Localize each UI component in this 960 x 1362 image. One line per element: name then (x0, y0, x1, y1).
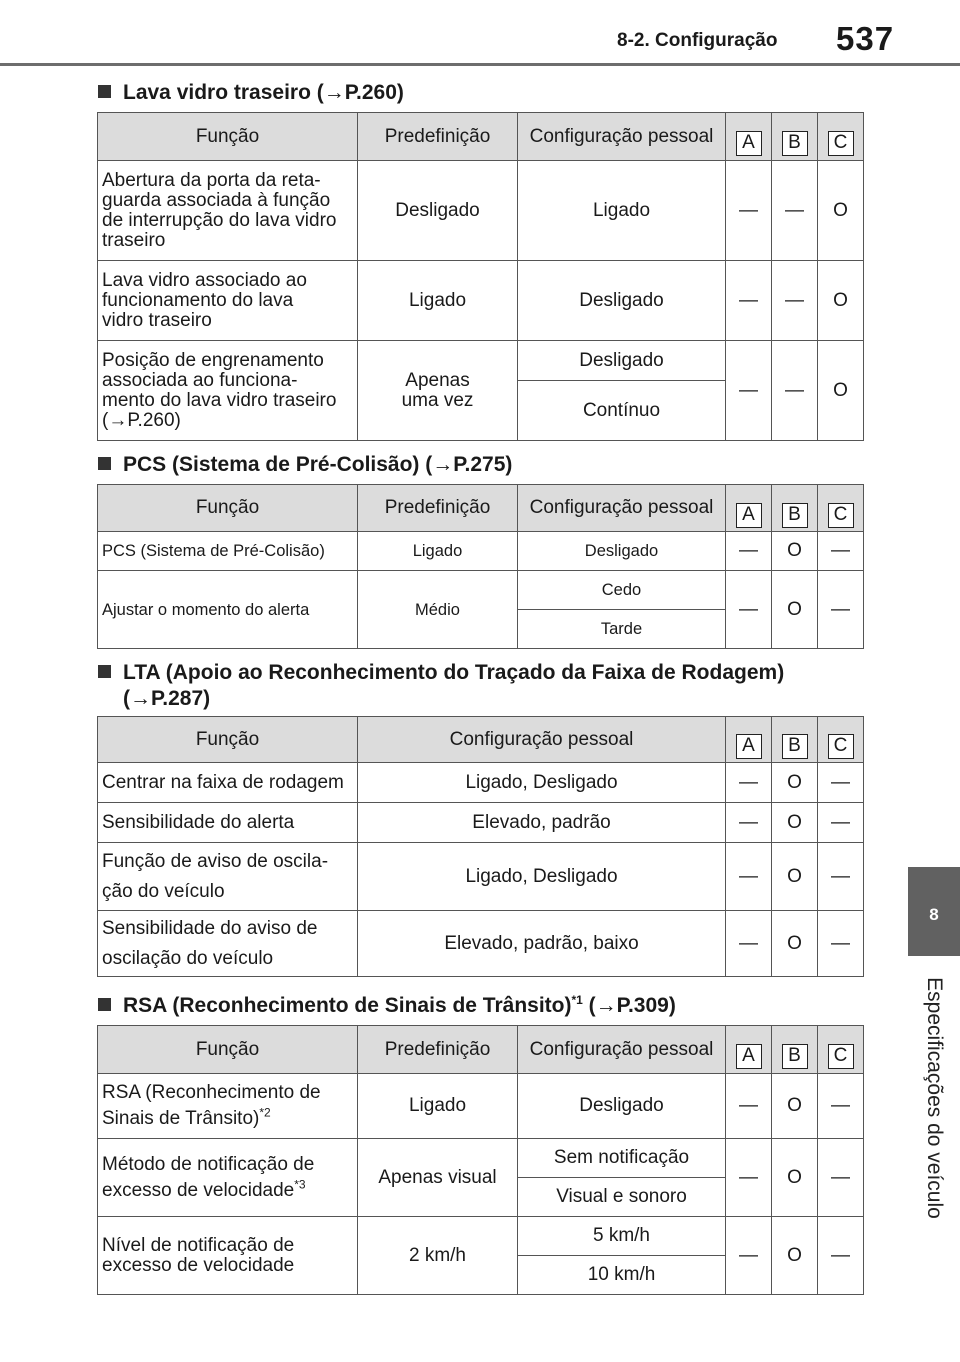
table-row (98, 341, 864, 381)
cell-c: O (818, 341, 864, 441)
section-title-rsa: RSA (Reconhecimento de Sinais de Trânsito)$^{*1}$ (→P.309) (98, 993, 878, 1019)
table-header-row (98, 485, 864, 532)
function-cell: Função de aviso de oscila- ção do veículo (98, 843, 358, 911)
default-cell: Apenas visual (358, 1139, 518, 1217)
function-cell: Ajustar o momento do alerta (98, 571, 358, 649)
function-cell: Sensibilidade do alerta (98, 803, 358, 843)
setting-cell: Ligado, Desligado (358, 843, 726, 911)
col-b-icon: B (782, 131, 808, 156)
cell-c: — (818, 571, 864, 649)
header-divider (0, 63, 960, 66)
col-a-icon: A (736, 1044, 762, 1069)
cell-a: — (726, 261, 772, 341)
cell-b: O (772, 803, 818, 843)
table-row (98, 763, 864, 803)
cell-a: — (726, 532, 772, 571)
col-funcao: Função (98, 113, 358, 161)
square-bullet-icon (98, 665, 111, 678)
cell-b: — (772, 161, 818, 261)
col-funcao: Função (98, 1026, 358, 1074)
cell-c: — (818, 843, 864, 911)
table-lava-vidro (97, 112, 864, 441)
table-header-row (98, 113, 864, 161)
cell-c: — (818, 1074, 864, 1139)
cell-c: O (818, 161, 864, 261)
table-row (98, 843, 864, 911)
setting-cell: Elevado, padrão (358, 803, 726, 843)
cell-a: — (726, 1074, 772, 1139)
col-predefinicao: Predefinição (358, 1026, 518, 1074)
cell-a: — (726, 1217, 772, 1295)
col-funcao: Função (98, 717, 358, 763)
function-cell: RSA (Reconhecimento de Sinais de Trânsito)$^{*2}$ (98, 1074, 358, 1139)
cell-c: — (818, 911, 864, 977)
cell-b: — (772, 341, 818, 441)
setting-cell: Desligado (518, 532, 726, 571)
col-b-icon: B (782, 1044, 808, 1069)
default-cell: Ligado (358, 261, 518, 341)
table-rsa (97, 1025, 864, 1295)
function-cell: Abertura da porta da reta- guarda associada à função de interrupção do lava vidro traseiro (98, 161, 358, 261)
cell-a: — (726, 803, 772, 843)
col-configuracao: Configuração pessoal (518, 1026, 726, 1074)
cell-a: — (726, 341, 772, 441)
cell-c: — (818, 532, 864, 571)
section-title-pcs: PCS (Sistema de Pré-Colisão) (→P.275) (98, 452, 878, 478)
cell-b: O (772, 532, 818, 571)
function-cell: Nível de notificação de excesso de velocidade (98, 1217, 358, 1295)
default-cell: Médio (358, 571, 518, 649)
table-row (98, 161, 864, 261)
table-header-row (98, 717, 864, 763)
col-configuracao: Configuração pessoal (518, 485, 726, 532)
cell-c: — (818, 1139, 864, 1217)
setting-cell: 5 km/h (518, 1217, 726, 1256)
cell-c: — (818, 1217, 864, 1295)
col-a-icon: A (736, 131, 762, 156)
table-row (98, 571, 864, 610)
cell-a: — (726, 161, 772, 261)
section-title-lava-vidro: Lava vidro traseiro (→P.260) (98, 80, 878, 106)
table-row (98, 803, 864, 843)
setting-cell: Ligado, Desligado (358, 763, 726, 803)
col-c-icon: C (828, 1044, 854, 1069)
function-cell: Sensibilidade do aviso de oscilação do veículo (98, 911, 358, 977)
chapter-tab[interactable]: 8 (908, 867, 960, 956)
col-c-icon: C (828, 734, 854, 759)
cell-b: O (772, 1217, 818, 1295)
cell-c: O (818, 261, 864, 341)
table-row (98, 532, 864, 571)
setting-cell: Ligado (518, 161, 726, 261)
default-cell: Ligado (358, 532, 518, 571)
table-pcs (97, 484, 864, 649)
page-number: 537 (836, 20, 895, 57)
cell-b: O (772, 571, 818, 649)
setting-cell: Tarde (518, 610, 726, 649)
cell-c: — (818, 763, 864, 803)
table-row (98, 911, 864, 977)
table-row (98, 261, 864, 341)
cell-c: — (818, 803, 864, 843)
cell-b: O (772, 1074, 818, 1139)
col-predefinicao: Predefinição (358, 485, 518, 532)
col-funcao: Função (98, 485, 358, 532)
chapter-title: Especificações do veículo (923, 977, 946, 1219)
col-b-icon: B (782, 503, 808, 528)
cell-a: — (726, 1139, 772, 1217)
default-cell: Ligado (358, 1074, 518, 1139)
cell-a: — (726, 911, 772, 977)
square-bullet-icon (98, 457, 111, 470)
table-header-row (98, 1026, 864, 1074)
default-cell: 2 km/h (358, 1217, 518, 1295)
table-row (98, 1217, 864, 1256)
col-c-icon: C (828, 131, 854, 156)
cell-b: O (772, 1139, 818, 1217)
table-lta (97, 716, 864, 977)
function-cell: Método de notificação de excesso de velocidade$^{*3}$ (98, 1139, 358, 1217)
cell-b: O (772, 911, 818, 977)
setting-cell: Elevado, padrão, baixo (358, 911, 726, 977)
function-cell: Centrar na faixa de rodagem (98, 763, 358, 803)
cell-a: — (726, 571, 772, 649)
square-bullet-icon (98, 85, 111, 98)
setting-cell: Sem notificação (518, 1139, 726, 1178)
table-row (98, 1074, 864, 1139)
setting-cell: Contínuo (518, 381, 726, 441)
cell-a: — (726, 763, 772, 803)
square-bullet-icon (98, 998, 111, 1011)
col-configuracao: Configuração pessoal (358, 717, 726, 763)
function-cell: PCS (Sistema de Pré-Colisão) (98, 532, 358, 571)
function-cell: Posição de engrenamento associada ao funciona- mento do lava vidro traseiro (→P.260) (98, 341, 358, 441)
setting-cell: Desligado (518, 261, 726, 341)
section-title-lta: LTA (Apoio ao Reconhecimento do Traçado da Faixa de Rodagem) (→P.287) (98, 660, 878, 712)
cell-b: O (772, 843, 818, 911)
col-a-icon: A (736, 734, 762, 759)
setting-cell: Cedo (518, 571, 726, 610)
col-predefinicao: Predefinição (358, 113, 518, 161)
table-row (98, 1139, 864, 1178)
section-heading: 8-2. Configuração (617, 30, 778, 51)
setting-cell: 10 km/h (518, 1256, 726, 1295)
function-cell: Lava vidro associado ao funcionamento do lava vidro traseiro (98, 261, 358, 341)
page-header (0, 0, 960, 68)
setting-cell: Desligado (518, 1074, 726, 1139)
cell-b: — (772, 261, 818, 341)
cell-a: — (726, 843, 772, 911)
cell-b: O (772, 763, 818, 803)
default-cell: Apenas uma vez (358, 341, 518, 441)
setting-cell: Desligado (518, 341, 726, 381)
col-c-icon: C (828, 503, 854, 528)
col-a-icon: A (736, 503, 762, 528)
col-b-icon: B (782, 734, 808, 759)
col-configuracao: Configuração pessoal (518, 113, 726, 161)
default-cell: Desligado (358, 161, 518, 261)
setting-cell: Visual e sonoro (518, 1178, 726, 1217)
